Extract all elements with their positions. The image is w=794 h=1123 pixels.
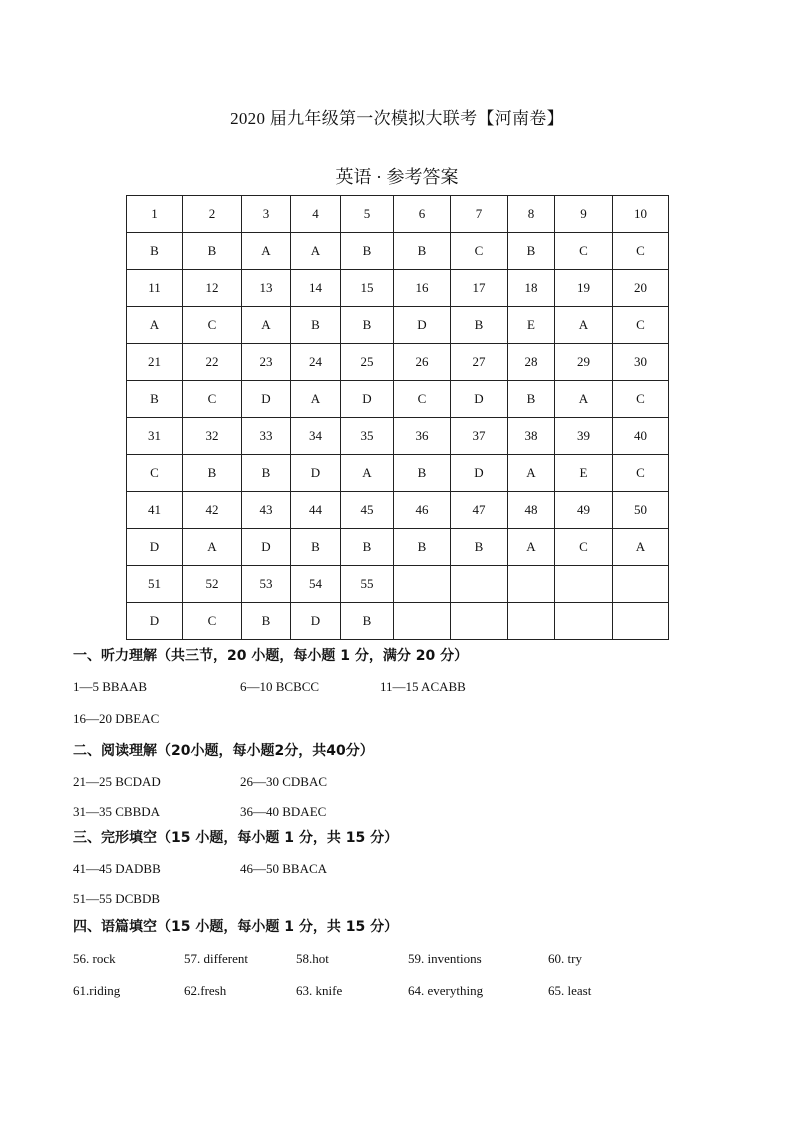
section-heading-passage-fill: 四、语篇填空（15 小题，每小题 1 分，共 15 分） xyxy=(73,919,399,935)
answer-cell: D xyxy=(242,529,291,566)
question-number-cell: 27 xyxy=(451,344,508,381)
answer-cell: D xyxy=(341,381,394,418)
question-number-cell xyxy=(508,566,555,603)
answer-cell: C xyxy=(555,529,613,566)
answer-cell: D xyxy=(242,381,291,418)
question-number-cell: 24 xyxy=(291,344,341,381)
question-number-cell xyxy=(451,566,508,603)
question-number-cell: 11 xyxy=(127,270,183,307)
question-number-cell: 6 xyxy=(394,196,451,233)
answer-cell xyxy=(394,603,451,640)
question-number-cell: 18 xyxy=(508,270,555,307)
question-number-cell: 46 xyxy=(394,492,451,529)
answer-cell: A xyxy=(291,233,341,270)
question-number-cell: 42 xyxy=(183,492,242,529)
answer-cell: A xyxy=(183,529,242,566)
word-answer: 57. different xyxy=(184,951,249,966)
question-number-row xyxy=(127,270,669,307)
answer-cell: B xyxy=(127,381,183,418)
section-heading-cloze: 三、完形填空（15 小题，每小题 1 分，共 15 分） xyxy=(73,830,399,846)
answer-row xyxy=(127,529,669,566)
question-number-cell: 55 xyxy=(341,566,394,603)
question-number-cell xyxy=(613,566,669,603)
question-number-cell: 21 xyxy=(127,344,183,381)
question-number-cell: 50 xyxy=(613,492,669,529)
answer-cell xyxy=(451,603,508,640)
question-number-row xyxy=(127,492,669,529)
section-heading-listening: 一、听力理解（共三节，20 小题，每小题 1 分，满分 20 分） xyxy=(73,648,469,664)
answer-cell: B xyxy=(291,307,341,344)
question-number-cell: 20 xyxy=(613,270,669,307)
question-number-cell: 32 xyxy=(183,418,242,455)
question-number-cell: 8 xyxy=(508,196,555,233)
question-number-cell: 37 xyxy=(451,418,508,455)
answer-cell: B xyxy=(508,381,555,418)
answer-row xyxy=(127,603,669,640)
question-number-cell: 30 xyxy=(613,344,669,381)
answer-table xyxy=(126,195,669,640)
answer-cell: C xyxy=(183,603,242,640)
answer-cell: B xyxy=(341,529,394,566)
question-number-cell: 52 xyxy=(183,566,242,603)
question-number-cell: 14 xyxy=(291,270,341,307)
question-number-cell: 15 xyxy=(341,270,394,307)
answer-line: 51—55 DCBDB xyxy=(73,891,161,906)
answer-cell: C xyxy=(183,307,242,344)
question-number-cell: 33 xyxy=(242,418,291,455)
answer-cell: C xyxy=(613,233,669,270)
question-number-cell: 45 xyxy=(341,492,394,529)
answer-cell: B xyxy=(183,455,242,492)
answer-cell xyxy=(555,603,613,640)
answer-cell xyxy=(508,603,555,640)
answer-line: 11—15 ACABB xyxy=(380,679,466,694)
question-number-cell: 36 xyxy=(394,418,451,455)
question-number-row xyxy=(127,344,669,381)
word-answer: 60. try xyxy=(548,951,582,966)
question-number-cell: 47 xyxy=(451,492,508,529)
answer-cell: B xyxy=(451,307,508,344)
answer-cell: A xyxy=(613,529,669,566)
answer-cell: B xyxy=(242,603,291,640)
question-number-row xyxy=(127,418,669,455)
question-number-cell: 26 xyxy=(394,344,451,381)
answer-cell: C xyxy=(394,381,451,418)
answer-line: 6—10 BCBCC xyxy=(240,679,320,694)
question-number-cell: 16 xyxy=(394,270,451,307)
answer-cell: B xyxy=(183,233,242,270)
answer-line: 31—35 CBBDA xyxy=(73,804,161,819)
answer-cell: A xyxy=(508,455,555,492)
question-number-cell: 51 xyxy=(127,566,183,603)
question-number-cell: 28 xyxy=(508,344,555,381)
answer-line: 36—40 BDAEC xyxy=(240,804,327,819)
answer-cell: B xyxy=(341,603,394,640)
question-number-cell: 43 xyxy=(242,492,291,529)
question-number-cell: 41 xyxy=(127,492,183,529)
question-number-cell: 12 xyxy=(183,270,242,307)
answer-cell: D xyxy=(127,603,183,640)
answer-line: 16—20 DBEAC xyxy=(73,711,160,726)
word-answer: 62.fresh xyxy=(184,983,227,998)
question-number-cell: 53 xyxy=(242,566,291,603)
answer-row xyxy=(127,381,669,418)
question-number-cell: 31 xyxy=(127,418,183,455)
answer-row xyxy=(127,307,669,344)
answer-line: 46—50 BBACA xyxy=(240,861,328,876)
question-number-cell: 35 xyxy=(341,418,394,455)
question-number-cell: 17 xyxy=(451,270,508,307)
answer-cell: B xyxy=(451,529,508,566)
answer-cell: C xyxy=(555,233,613,270)
answer-cell: A xyxy=(127,307,183,344)
question-number-cell: 19 xyxy=(555,270,613,307)
answer-cell: D xyxy=(451,455,508,492)
question-number-cell xyxy=(555,566,613,603)
answer-cell: B xyxy=(508,233,555,270)
answer-cell: C xyxy=(183,381,242,418)
answer-cell: A xyxy=(508,529,555,566)
answer-cell: A xyxy=(242,233,291,270)
answer-cell: D xyxy=(127,529,183,566)
answer-cell: A xyxy=(555,307,613,344)
question-number-cell: 3 xyxy=(242,196,291,233)
question-number-cell: 49 xyxy=(555,492,613,529)
question-number-cell: 34 xyxy=(291,418,341,455)
question-number-cell: 25 xyxy=(341,344,394,381)
question-number-cell xyxy=(394,566,451,603)
question-number-cell: 1 xyxy=(127,196,183,233)
word-answer: 59. inventions xyxy=(408,951,482,966)
question-number-cell: 9 xyxy=(555,196,613,233)
answer-cell: B xyxy=(394,233,451,270)
answer-cell: B xyxy=(291,529,341,566)
question-number-row xyxy=(127,196,669,233)
answer-cell: B xyxy=(394,455,451,492)
question-number-cell: 23 xyxy=(242,344,291,381)
word-answer: 65. least xyxy=(548,983,592,998)
word-answer: 61.riding xyxy=(73,983,121,998)
word-answer: 58.hot xyxy=(296,951,329,966)
answer-line: 1—5 BBAAB xyxy=(73,679,148,694)
answer-cell: A xyxy=(555,381,613,418)
question-number-row xyxy=(127,566,669,603)
answer-cell: D xyxy=(291,603,341,640)
document-subtitle: 英语 · 参考答案 xyxy=(335,167,459,187)
answer-row xyxy=(127,455,669,492)
answer-cell: C xyxy=(613,307,669,344)
document-title: 2020 届九年级第一次模拟大联考【河南卷】 xyxy=(230,109,564,128)
answer-cell: A xyxy=(242,307,291,344)
answer-cell: B xyxy=(242,455,291,492)
question-number-cell: 44 xyxy=(291,492,341,529)
question-number-cell: 39 xyxy=(555,418,613,455)
question-number-cell: 2 xyxy=(183,196,242,233)
word-answer: 63. knife xyxy=(296,983,343,998)
answer-line: 21—25 BCDAD xyxy=(73,774,161,789)
answer-cell: D xyxy=(451,381,508,418)
answer-row xyxy=(127,233,669,270)
answer-cell: B xyxy=(341,307,394,344)
question-number-cell: 10 xyxy=(613,196,669,233)
answer-cell: C xyxy=(451,233,508,270)
answer-cell: E xyxy=(555,455,613,492)
answer-cell: A xyxy=(291,381,341,418)
answer-cell: B xyxy=(127,233,183,270)
answer-cell: C xyxy=(613,381,669,418)
answer-cell: D xyxy=(291,455,341,492)
question-number-cell: 7 xyxy=(451,196,508,233)
word-answer: 56. rock xyxy=(73,951,116,966)
answer-cell: B xyxy=(394,529,451,566)
answer-cell: E xyxy=(508,307,555,344)
answer-cell: C xyxy=(613,455,669,492)
answer-cell: A xyxy=(341,455,394,492)
word-answer: 64. everything xyxy=(408,983,484,998)
answer-cell: B xyxy=(341,233,394,270)
question-number-cell: 38 xyxy=(508,418,555,455)
answer-line: 26—30 CDBAC xyxy=(240,774,328,789)
section-heading-reading: 二、阅读理解（20小题，每小题2分，共40分） xyxy=(73,743,374,759)
question-number-cell: 29 xyxy=(555,344,613,381)
question-number-cell: 4 xyxy=(291,196,341,233)
answer-cell: D xyxy=(394,307,451,344)
question-number-cell: 48 xyxy=(508,492,555,529)
answer-cell xyxy=(613,603,669,640)
answer-cell: C xyxy=(127,455,183,492)
question-number-cell: 54 xyxy=(291,566,341,603)
question-number-cell: 40 xyxy=(613,418,669,455)
question-number-cell: 13 xyxy=(242,270,291,307)
question-number-cell: 5 xyxy=(341,196,394,233)
question-number-cell: 22 xyxy=(183,344,242,381)
answer-line: 41—45 DADBB xyxy=(73,861,161,876)
